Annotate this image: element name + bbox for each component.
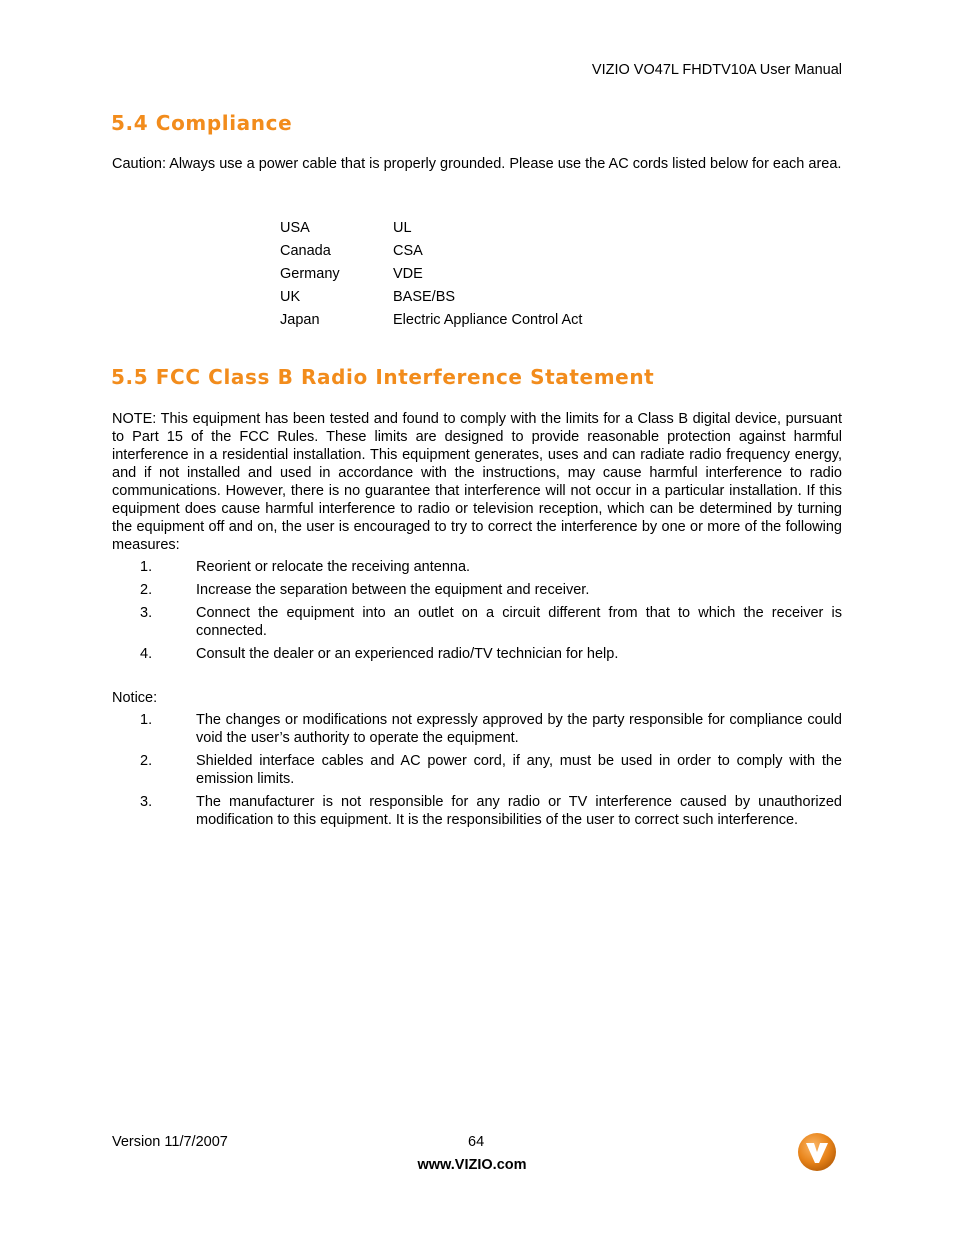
list-item (112, 604, 842, 640)
list-item (112, 793, 842, 829)
list-number: 2. (140, 753, 153, 769)
cord-row (280, 240, 582, 263)
list-text: The manufacturer is not responsible for any radio or TV interference caused by unauthorized modification to this equipment. It is the responsibilities of the user to correct such interference. (196, 794, 842, 828)
list-text: Increase the separation between the equipment and receiver. (196, 582, 590, 598)
cord-standard: BASE/BS (393, 288, 456, 305)
cord-region: Canada (280, 243, 331, 260)
footer-version: Version 11/7/2007 (112, 1134, 228, 1150)
list-item (112, 645, 842, 663)
list-item (112, 752, 842, 788)
list-number: 1. (140, 712, 153, 728)
cord-row (280, 285, 582, 308)
list-text: Consult the dealer or an experienced radio/TV technician for help. (196, 646, 619, 662)
vizio-v-logo-icon (797, 1132, 837, 1172)
cord-standard: VDE (393, 265, 423, 282)
notice-list (112, 711, 842, 834)
list-text: Reorient or relocate the receiving antenna. (196, 559, 471, 575)
cord-standard: CSA (393, 243, 423, 260)
ac-cord-table (280, 217, 582, 331)
cord-standard: UL (393, 220, 412, 237)
cord-standard: Electric Appliance Control Act (393, 311, 583, 328)
list-text: The changes or modifications not expressly approved by the party responsible for compliance could void the user’s authority to operate the equipment. (196, 712, 842, 746)
cord-region: USA (280, 220, 310, 237)
list-number: 1. (140, 559, 153, 575)
fcc-note-paragraph: NOTE: This equipment has been tested and found to comply with the limits for a Class B digital device, pursuant to Part 15 of the FCC Rules. These limits are designed to provide reasonable protection against harmful interference in a residential installation. This equipment generates, uses and can radiate radio frequency energy, and if not installed and used in accordance with the instructions, may cause harmful interference to radio communications. However, there is no guarantee that interference will not occur in a particular installation. If this equipment does cause harmful interference to radio or television reception, which can be determined by turning the equipment off and on, the user is encouraged to try to correct the interference by one or more of the following measures: (112, 411, 842, 553)
list-item (112, 581, 842, 599)
notice-label: Notice: (112, 690, 158, 706)
list-number: 4. (140, 646, 153, 662)
cord-row (280, 308, 582, 331)
list-item (112, 558, 842, 576)
cord-region: UK (280, 288, 301, 305)
footer-url[interactable]: www.VIZIO.com (417, 1157, 527, 1173)
list-number: 2. (140, 582, 153, 598)
cord-row (280, 263, 582, 286)
manual-title: VIZIO VO47L FHDTV10A User Manual (591, 62, 842, 78)
caution-paragraph: Caution: Always use a power cable that is properly grounded. Please use the AC cords listed below for each area. (112, 156, 842, 172)
list-text: Connect the equipment into an outlet on a circuit different from that to which the receiver is connected. (196, 605, 842, 639)
section-heading-compliance: 5.4 Compliance (111, 111, 293, 135)
list-item (112, 711, 842, 747)
cord-region: Japan (280, 311, 320, 328)
list-text: Shielded interface cables and AC power cord, if any, must be used in order to comply with the emission limits. (196, 753, 842, 787)
cord-region: Germany (280, 265, 340, 282)
list-number: 3. (140, 794, 153, 810)
list-number: 3. (140, 605, 153, 621)
section-heading-fcc: 5.5 FCC Class B Radio Interference Statement (111, 365, 655, 389)
measures-list (112, 558, 842, 668)
cord-row (280, 217, 582, 240)
page-number: 64 (468, 1134, 485, 1150)
